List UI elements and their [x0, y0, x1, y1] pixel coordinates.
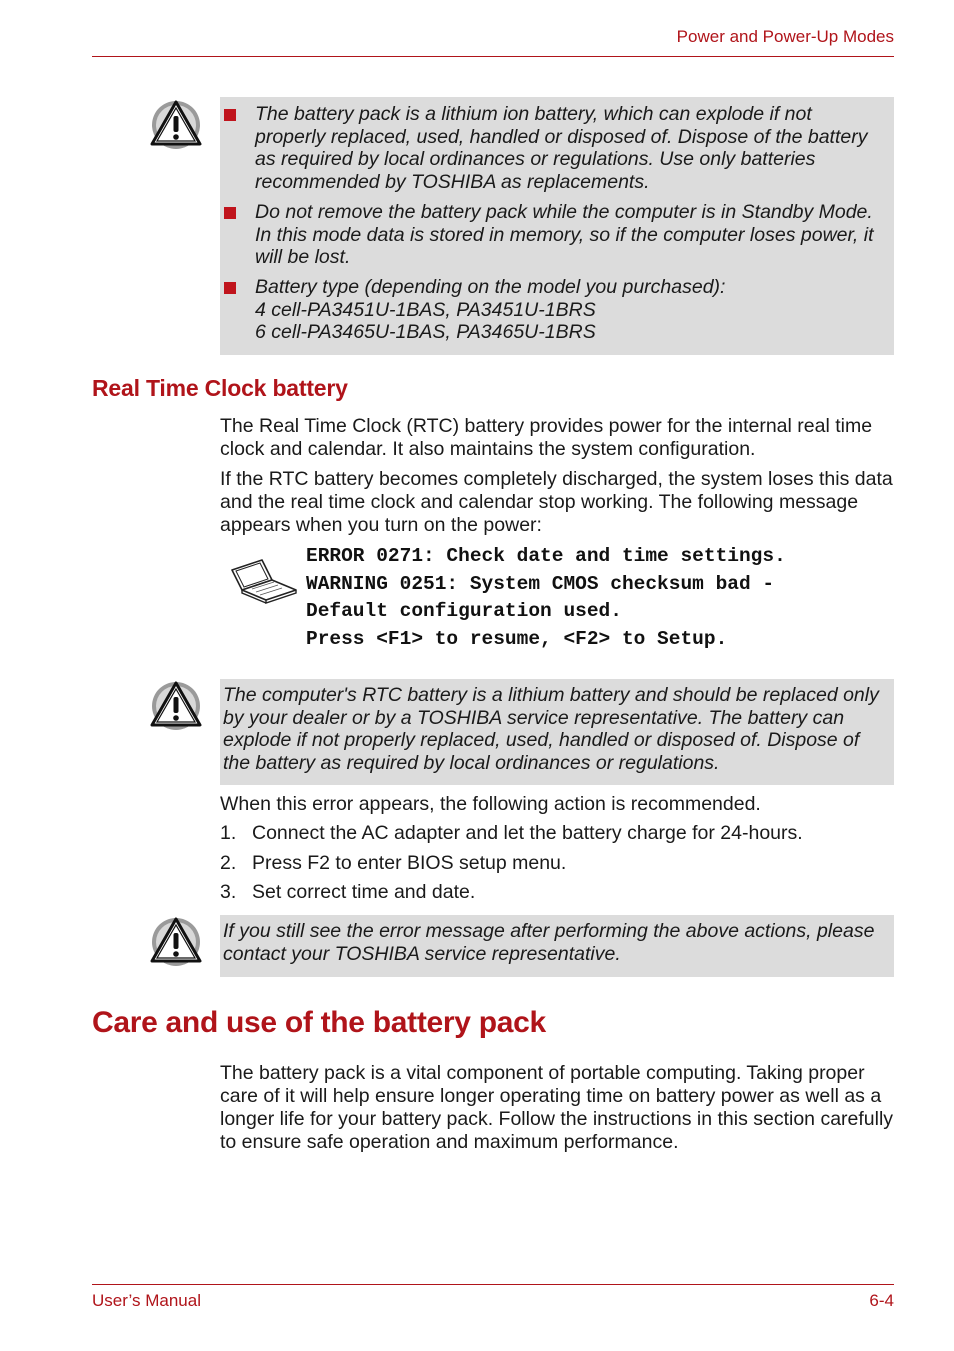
action-intro: When this error appears, the following action is recommended.: [220, 793, 761, 815]
care-paragraph: The battery pack is a vital component of portable computing. Taking proper care of it will help ensure longer operating time on battery power as well as a longer life for your battery pack. Follow the instructions in this section carefully to ensure safe operation and maximum performance.: [220, 1062, 894, 1153]
error-message-line: Press <F1> to resume, <F2> to Setup.: [306, 627, 728, 650]
footer-rule: [92, 1284, 894, 1285]
warning-triangle-icon: [148, 678, 204, 734]
warning-triangle-icon: [148, 914, 204, 970]
bullet-square-icon: [224, 109, 236, 121]
laptop-icon: [228, 556, 300, 604]
list-item: 2. Press F2 to enter BIOS setup menu.: [220, 852, 567, 874]
list-item: 1. Connect the AC adapter and let the battery charge for 24-hours.: [220, 822, 803, 844]
section-heading-care: Care and use of the battery pack: [92, 1006, 546, 1039]
error-message-line: Default configuration used.: [306, 600, 622, 622]
warning-bullet: Do not remove the battery pack while the computer is in Standby Mode. In this mode data is stored in memory, so if the computer loses power, it will be lost.: [220, 201, 886, 269]
battery-type-line: 6 cell-PA3465U-1BAS, PA3465U-1BRS: [255, 321, 596, 344]
section-heading-rtc: Real Time Clock battery: [92, 375, 348, 401]
error-message-line: WARNING 0251: System CMOS checksum bad -: [306, 572, 775, 595]
warning-bullet: The battery pack is a lithium ion battery, which can explode if not properly replaced, used, handled or disposed of. Dispose of the battery as required by local ordinances or regulations. Use only batteries recommended by TOSHIBA as replacements.: [220, 103, 886, 194]
rtc-paragraph-2: If the RTC battery becomes completely discharged, the system loses this data and the real time clock and calendar stop working. The following message appears when you turn on the power:: [220, 468, 893, 536]
list-item: 3. Set correct time and date.: [220, 881, 476, 903]
warning-box-battery: [220, 97, 894, 355]
header-rule: [92, 56, 894, 57]
warning-box-rtc: The computer's RTC battery is a lithium battery and should be replaced only by your dealer or by a TOSHIBA service representative. The battery can explode if not properly replaced, used, handled or disposed of. Dispose of the battery as required by local ordinances or regulations.: [220, 679, 894, 785]
bullet-square-icon: [224, 282, 236, 294]
page-number: 6-4: [869, 1291, 894, 1310]
battery-type-line: 4 cell-PA3451U-1BAS, PA3451U-1BRS: [255, 298, 596, 321]
error-message-line: ERROR 0271: Check date and time settings.: [306, 545, 786, 567]
warning-box-contact: If you still see the error message after performing the above actions, please contact your TOSHIBA service representative.: [220, 915, 894, 977]
running-header: Power and Power-Up Modes: [676, 27, 894, 46]
error-message-block: [306, 543, 786, 653]
warning-bullet: Battery type (depending on the model you purchased): 4 cell-PA3451U-1BAS, PA3451U-1BRS 6 cell-PA3465U-1BAS, PA3465U-1BRS: [220, 276, 886, 344]
warning-triangle-icon: [148, 97, 204, 153]
bullet-square-icon: [224, 207, 236, 219]
footer-manual-title: User’s Manual: [92, 1291, 201, 1310]
rtc-paragraph-1: The Real Time Clock (RTC) battery provides power for the internal real time clock and calendar. It also maintains the system configuration.: [220, 415, 873, 460]
